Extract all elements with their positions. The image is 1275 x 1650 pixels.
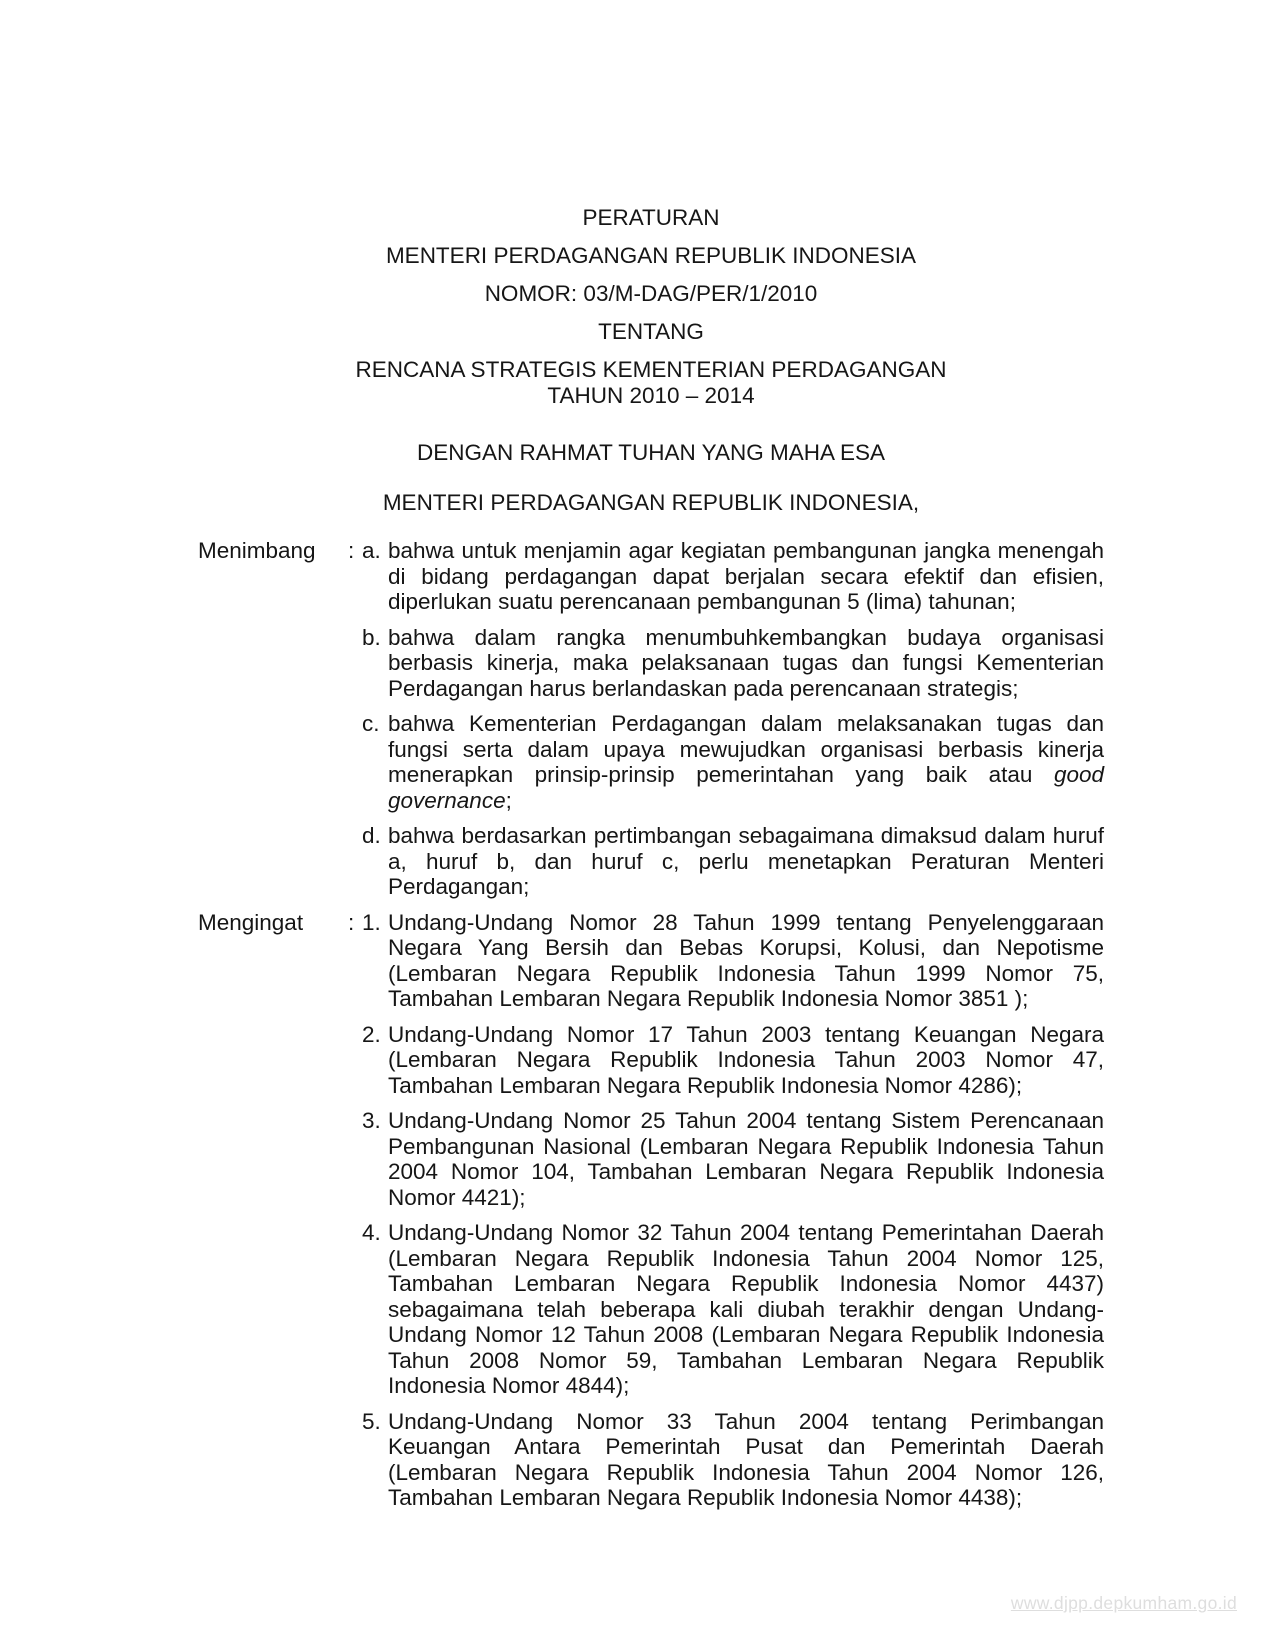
invocation-heading: DENGAN RAHMAT TUHAN YANG MAHA ESA <box>416 440 885 465</box>
text-run: Undang-Undang Nomor 32 Tahun 2004 tentang Pemerintahan Daerah (Lembaran Negara Republik Indonesia Tahun 2004 Nomor 125, Tambahan Lembaran Negara Republik Indonesia Nomor 4437) sebagaimana telah beberapa kali diubah terakhir dengan Undang-Undang Nomor 12 Tahun 2008 (Lembaran Negara Republik Indonesia Tahun 2008 Nomor 59, Tambahan Lembaran Negara Republik Indonesia Nomor 4844); <box>388 1220 1104 1398</box>
item-marker: a. <box>362 538 381 563</box>
item-marker: 1. <box>362 909 381 935</box>
item-marker: 4. <box>362 1220 381 1245</box>
item-text <box>388 711 1104 813</box>
regulation-number-heading: NOMOR: 03/M-DAG/PER/1/2010 <box>484 281 818 306</box>
section-colon: : <box>348 538 355 563</box>
enacting-authority-heading: MENTERI PERDAGANGAN REPUBLIK INDONESIA, <box>382 490 920 515</box>
list-item <box>362 1022 1104 1099</box>
item-text <box>388 1409 1104 1511</box>
list-item <box>362 1409 1104 1511</box>
list-item <box>362 823 1104 900</box>
list-item <box>362 711 1104 813</box>
list-item <box>362 910 1104 1012</box>
section-label: Menimbang <box>198 538 316 563</box>
list-item <box>362 1220 1104 1399</box>
item-marker: 2. <box>362 1021 381 1047</box>
text-run: Undang-Undang Nomor 17 Tahun 2003 tentang Keuangan Negara (Lembaran Negara Republik Indonesia Tahun 2003 Nomor 47, Tambahan Lembaran Negara Republik Indonesia Nomor 4286); <box>388 1021 1104 1098</box>
item-marker: d. <box>362 823 381 848</box>
text-run: bahwa Kementerian Perdagangan dalam melaksanakan tugas dan fungsi serta dalam upaya mewujudkan organisasi berbasis kinerja menerapkan prinsip-prinsip pemerintahan yang baik atau <box>388 711 1104 787</box>
issuing-authority-heading: MENTERI PERDAGANGAN REPUBLIK INDONESIA <box>385 243 917 268</box>
text-run: Undang-Undang Nomor 33 Tahun 2004 tentang Perimbangan Keuangan Antara Pemerintah Pusat dan Pemerintah Daerah (Lembaran Negara Republik Indonesia Tahun 2004 Nomor 126, Tambahan Lembaran Negara Republik Indonesia Nomor 4438); <box>388 1408 1104 1510</box>
list-item <box>362 538 1104 615</box>
regulation-subject-heading <box>198 357 1104 409</box>
list-item <box>362 1108 1104 1210</box>
item-text <box>388 538 1104 615</box>
watermark-link[interactable]: www.djpp.depkumham.go.id <box>1010 1593 1237 1613</box>
text-run: Undang-Undang Nomor 25 Tahun 2004 tentang Sistem Perencanaan Pembangunan Nasional (Lembaran Negara Republik Indonesia Tahun 2004 Nomor 104, Tambahan Lembaran Negara Republik Indonesia Nomor 4421); <box>388 1108 1104 1210</box>
section-label: Mengingat <box>198 909 304 935</box>
item-text <box>388 910 1104 1012</box>
item-text <box>388 1108 1104 1210</box>
item-marker: c. <box>362 711 380 736</box>
document-body <box>198 205 1104 1521</box>
section-colon: : <box>348 909 355 935</box>
item-text <box>388 1022 1104 1099</box>
subject-line-1: RENCANA STRATEGIS KEMENTERIAN PERDAGANGAN <box>355 357 947 382</box>
list-item <box>362 625 1104 702</box>
text-run: bahwa berdasarkan pertimbangan sebagaimana dimaksud dalam huruf a, huruf b, dan huruf c, perlu menetapkan Peraturan Menteri Perdagangan; <box>388 823 1104 899</box>
doc-type-heading: PERATURAN <box>582 205 720 230</box>
section-items <box>362 910 1104 1521</box>
text-run-italic: good governance <box>388 762 1104 813</box>
section-items <box>362 538 1104 910</box>
text-run: bahwa dalam rangka menumbuhkembangkan budaya organisasi berbasis kinerja, maka pelaksanaan tugas dan fungsi Kementerian Perdagangan harus berlandaskan pada perencanaan strategis; <box>388 624 1104 701</box>
section-mengingat <box>198 910 1104 1521</box>
tentang-heading: TENTANG <box>598 319 704 344</box>
item-text <box>388 823 1104 900</box>
document-title-block <box>198 205 1104 516</box>
item-text <box>388 625 1104 702</box>
item-marker: b. <box>362 624 381 650</box>
sections <box>198 538 1104 1521</box>
item-marker: 3. <box>362 1108 381 1133</box>
text-run: ; <box>505 787 512 813</box>
text-run: bahwa untuk menjamin agar kegiatan pembangunan jangka menengah di bidang perdagangan dapat berjalan secara efektif dan efisien, diperlukan suatu perencanaan pembangunan 5 (lima) tahunan; <box>388 538 1104 614</box>
text-run: Undang-Undang Nomor 28 Tahun 1999 tentang Penyelenggaraan Negara Yang Bersih dan Bebas Korupsi, Kolusi, dan Nepotisme (Lembaran Negara Republik Indonesia Tahun 1999 Nomor 75, Tambahan Lembaran Negara Republik Indonesia Nomor 3851 ); <box>388 909 1104 1011</box>
item-marker: 5. <box>362 1408 381 1434</box>
section-menimbang <box>198 538 1104 910</box>
subject-line-2: TAHUN 2010 – 2014 <box>547 383 755 408</box>
item-text <box>388 1220 1104 1399</box>
